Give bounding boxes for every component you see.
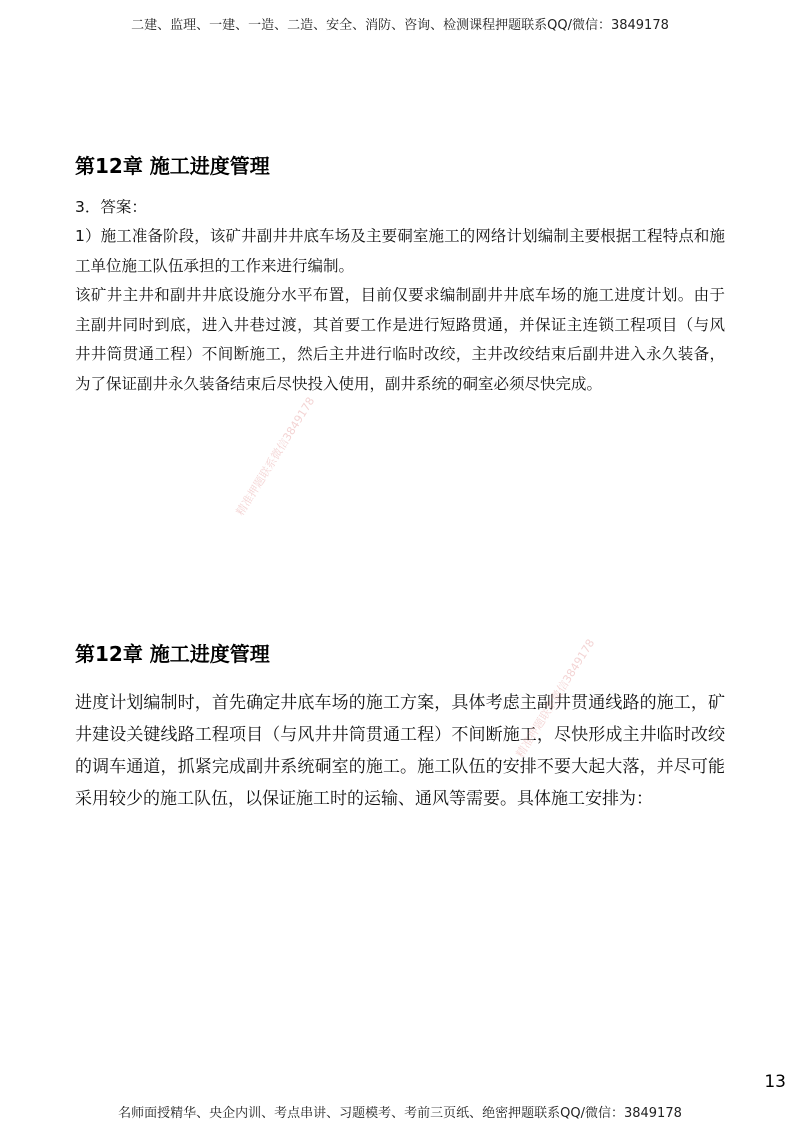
page-header: 二建、监理、一建、一造、二造、安全、消防、咨询、检测课程押题联系QQ/微信：3849178 bbox=[131, 18, 669, 33]
chapter-title: 第12章 施工进度管理 bbox=[75, 154, 270, 178]
watermark: 精准押题联系微信3849178 bbox=[233, 394, 318, 518]
schedule-paragraph: 进度计划编制时，首先确定井底车场的施工方案，具体考虑主副井贯通线路的施工，矿井建设关键线路工程项目（与风井井筒贯通工程）不间断施工，尽快形成主井临时改绞的调车通道，抓紧完成副井系统硐室的施工。施工队伍的安排不要大起大落，并尽可能采用较少的施工队伍，以保证施工时的运输、通风等需要。具体施工安排为： bbox=[75, 693, 725, 809]
section-schedule bbox=[75, 638, 725, 815]
section-answer bbox=[75, 150, 725, 399]
page-footer: 名师面授精华、央企内训、考点串讲、习题模考、考前三页纸、绝密押题联系QQ/微信：3849178 bbox=[118, 1106, 682, 1121]
answer-paragraph-1: 1）施工准备阶段，该矿井副井井底车场及主要硐室施工的网络计划编制主要根据工程特点和施工单位施工队伍承担的工作来进行编制。 bbox=[75, 227, 725, 275]
chapter-title-2: 第12章 施工进度管理 bbox=[75, 642, 270, 666]
answer-label: 3．答案： bbox=[75, 198, 147, 216]
page-number: 13 bbox=[764, 1072, 786, 1092]
watermark: 精准押题联系微信3849178 bbox=[513, 636, 598, 760]
answer-paragraph-2: 该矿井主井和副井井底设施分水平布置，目前仅要求编制副井井底车场的施工进度计划。由于主副井同时到底，进入井巷过渡，其首要工作是进行短路贯通，并保证主连锁工程项目（与风井井筒贯通工程）不间断施工，然后主井进行临时改绞，主井改绞结束后副井进入永久装备，为了保证副井永久装备结束后尽快投入使用，副井系统的硐室必须尽快完成。 bbox=[75, 286, 725, 393]
